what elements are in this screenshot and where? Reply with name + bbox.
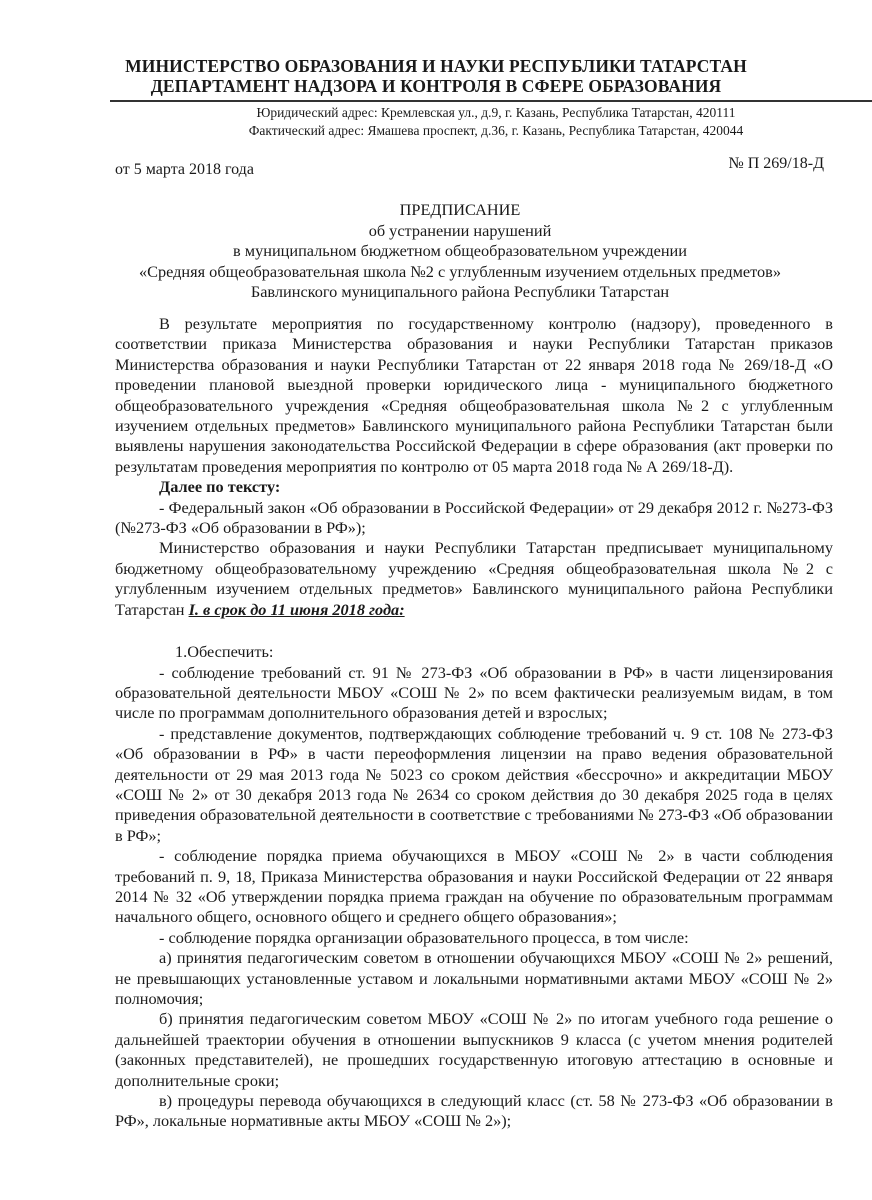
paragraph-heading: Далее по тексту: xyxy=(159,477,281,497)
title-line: Бавлинского муниципального района Республики Татарстан xyxy=(250,282,670,301)
paragraph: В результате мероприятия по государственному контролю (надзору), проведенного в соответствии приказа Министерства образования и науки Республики Татарстан приказов Министерства образования и науки Республики Татарстан от 22 января 2018 года № 269/18-Д «О проведении плановой выездной проверки юридического лица - муниципального бюджетного общеобразовательного учреждения «Средняя общеобразовательная школа №2 с углубленным изучением отдельных предметов» Бавлинского муниципального района Республики Татарстан были выявлены нарушения законодательства Российской Федерации в сфере образования (акт проверки по результатам проведения мероприятия по контролю от 05 марта 2018 года № А 269/18-Д). xyxy=(115,314,833,476)
actual-address: Фактический адрес: Ямашева проспект, д.36, г. Казань, Республика Татарстан, 420044 xyxy=(248,123,744,138)
title-line: «Средняя общеобразовательная школа №2 с углубленным изучением отдельных предметов» xyxy=(138,261,782,281)
document-date: от 5 марта 2018 года xyxy=(115,161,254,178)
paragraph-text: Министерство образования и науки Республики Татарстан предписывает муниципальному бюджетному общеобразовательному учреждению «Средняя общеобразовательная школа №2 с углубленным изучением отдельных предметов» Бавлинского муниципального района Республики Татарстан xyxy=(115,538,833,619)
paragraph xyxy=(115,538,833,620)
document-number: № П 269/18-Д xyxy=(728,155,824,172)
paragraph: 1.Обеспечить: xyxy=(175,642,274,662)
document-body xyxy=(115,314,833,1132)
deadline: I. в срок до 11 июня 2018 года: xyxy=(188,599,405,619)
document-title xyxy=(100,200,820,303)
paragraph: а) принятия педагогическим советом в отношении обучающихся МБОУ «СОШ № 2» решений, не превышающих установленные уставом и локальными нормативными актами МБОУ «СОШ № 2» полномочия; xyxy=(115,948,833,1008)
title-line: об устранении нарушений xyxy=(368,220,552,240)
header-divider xyxy=(110,100,872,102)
paragraph: в) процедуры перевода обучающихся в следующий класс (ст. 58 № 273-ФЗ «Об образовании в РФ», локальные нормативные акты МБОУ «СОШ № 2»); xyxy=(115,1091,833,1131)
paragraph: - соблюдение порядка приема обучающихся в МБОУ «СОШ № 2» в части соблюдения требований п. 9, 18, Приказа Министерства образования и науки Российской Федерации от 22 января 2014 № 32 «Об утверждении порядка приема граждан на обучение по образовательным программам начального общего, основного общего и среднего общего образования»; xyxy=(115,846,833,927)
paragraph: - Федеральный закон «Об образовании в Российской Федерации» от 29 декабря 2012 г. №273-ФЗ (№273-ФЗ «Об образовании в РФ»); xyxy=(115,497,833,538)
addresses xyxy=(60,104,872,140)
letterhead xyxy=(0,56,872,96)
title-line: в муниципальном бюджетном общеобразовательном учреждении xyxy=(233,241,687,260)
department-name: ДЕПАРТАМЕНТ НАДЗОРА И КОНТРОЛЯ В СФЕРЕ ОБРАЗОВАНИЯ xyxy=(150,76,722,96)
paragraph: - представление документов, подтверждающих соблюдение требований ч. 9 ст. 108 № 273-ФЗ «Об образовании в РФ» в части переоформления лицензии на право ведения образовательной деятельности от 29 мая 2013 года № 5023 со сроком действия «бессрочно» и аккредитации МБОУ «СОШ № 2» от 30 декабря 2013 года № 2634 со сроком действия до 30 декабря 2025 года в целях приведения образовательной деятельности в соответствие с требованиями № 273-ФЗ «Об образовании в РФ»; xyxy=(115,723,833,845)
ministry-name: МИНИСТЕРСТВО ОБРАЗОВАНИЯ И НАУКИ РЕСПУБЛИКИ ТАТАРСТАН xyxy=(125,56,747,76)
paragraph: - соблюдение требований ст. 91 № 273-ФЗ «Об образовании в РФ» в части лицензирования образовательной деятельности МБОУ «СОШ № 2» по всем фактически реализуемым видам, в том числе по программам дополнительного образования детей и взрослых; xyxy=(115,662,833,723)
paragraph: б) принятия педагогическим советом МБОУ «СОШ № 2» по итогам учебного года решение о дальнейшей траектории обучения в отношении выпускников 9 класса (с учетом мнения родителей (законных представителей), не прошедших государственную итоговую аттестацию в основные и дополнительные сроки; xyxy=(115,1009,833,1090)
legal-address: Юридический адрес: Кремлевская ул., д.9, г. Казань, Республика Татарстан, 420111 xyxy=(256,105,736,120)
paragraph: - соблюдение порядка организации образовательного процесса, в том числе: xyxy=(159,927,689,947)
title-line: ПРЕДПИСАНИЕ xyxy=(399,200,521,219)
